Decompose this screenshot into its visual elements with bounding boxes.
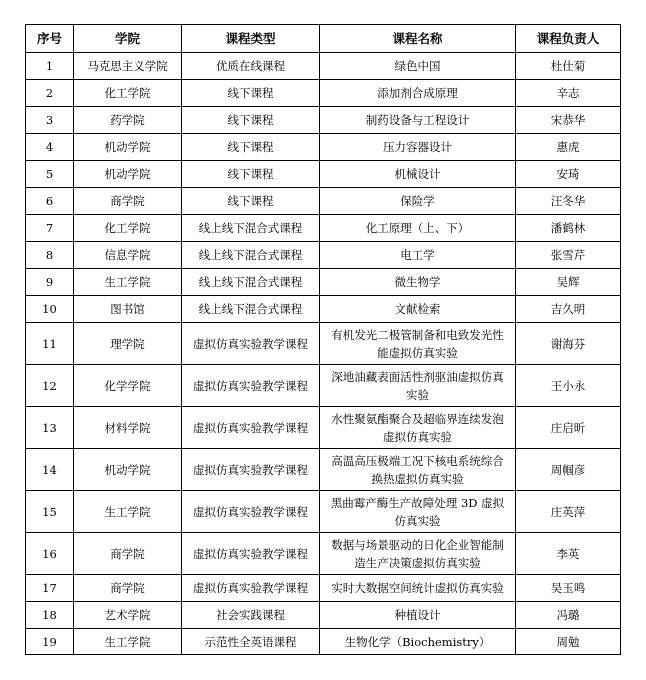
cell-name: 压力容器设计 [320,134,516,161]
table-row [26,407,621,449]
cell-college: 马克思主义学院 [74,53,182,80]
cell-college: 商学院 [74,575,182,602]
cell-no: 14 [26,449,74,491]
cell-college: 生工学院 [74,269,182,296]
cell-no: 12 [26,365,74,407]
cell-name: 绿色中国 [320,53,516,80]
cell-college: 机动学院 [74,449,182,491]
table-row [26,491,621,533]
table-row [26,575,621,602]
cell-type: 线下课程 [182,134,320,161]
cell-type: 线下课程 [182,80,320,107]
table-row [26,215,621,242]
header-no: 序号 [26,25,74,53]
cell-college: 化工学院 [74,80,182,107]
cell-no: 9 [26,269,74,296]
cell-name: 水性聚氨酯聚合及超临界连续发泡虚拟仿真实验 [320,407,516,449]
cell-lead: 谢海芬 [516,323,621,365]
cell-name: 化工原理（上、下） [320,215,516,242]
table-row [26,296,621,323]
cell-college: 机动学院 [74,161,182,188]
cell-lead: 冯璐 [516,602,621,629]
cell-no: 13 [26,407,74,449]
table-row [26,188,621,215]
table-row [26,107,621,134]
table-row [26,629,621,655]
cell-no: 1 [26,53,74,80]
cell-type: 虚拟仿真实验教学课程 [182,365,320,407]
cell-type: 虚拟仿真实验教学课程 [182,407,320,449]
cell-lead: 李英 [516,533,621,575]
cell-type: 线上线下混合式课程 [182,215,320,242]
cell-college: 生工学院 [74,491,182,533]
cell-name: 黑曲霉产酶生产故障处理 3D 虚拟仿真实验 [320,491,516,533]
cell-name: 添加剂合成原理 [320,80,516,107]
header-college: 学院 [74,25,182,53]
table-row [26,80,621,107]
cell-lead: 王小永 [516,365,621,407]
cell-no: 11 [26,323,74,365]
cell-college: 信息学院 [74,242,182,269]
cell-name: 生物化学（Biochemistry） [320,629,516,655]
cell-lead: 潘鹤林 [516,215,621,242]
cell-college: 商学院 [74,533,182,575]
table-row [26,323,621,365]
cell-lead: 周帼彦 [516,449,621,491]
cell-name: 机械设计 [320,161,516,188]
cell-no: 2 [26,80,74,107]
cell-lead: 安琦 [516,161,621,188]
table-body [26,53,621,655]
table-row [26,134,621,161]
cell-college: 化工学院 [74,215,182,242]
cell-name: 种植设计 [320,602,516,629]
cell-lead: 周勉 [516,629,621,655]
table-row [26,53,621,80]
cell-type: 线下课程 [182,161,320,188]
cell-no: 5 [26,161,74,188]
table-row [26,449,621,491]
cell-no: 17 [26,575,74,602]
table-row [26,602,621,629]
cell-name: 制药设备与工程设计 [320,107,516,134]
cell-name: 微生物学 [320,269,516,296]
cell-type: 虚拟仿真实验教学课程 [182,449,320,491]
cell-type: 线下课程 [182,188,320,215]
cell-type: 虚拟仿真实验教学课程 [182,533,320,575]
cell-lead: 庄英萍 [516,491,621,533]
cell-no: 7 [26,215,74,242]
cell-name: 电工学 [320,242,516,269]
cell-no: 3 [26,107,74,134]
header-row [26,25,621,53]
cell-lead: 吴辉 [516,269,621,296]
cell-type: 线下课程 [182,107,320,134]
cell-lead: 辛志 [516,80,621,107]
cell-no: 16 [26,533,74,575]
cell-no: 6 [26,188,74,215]
cell-lead: 惠虎 [516,134,621,161]
cell-lead: 宋恭华 [516,107,621,134]
cell-college: 艺术学院 [74,602,182,629]
cell-lead: 吉久明 [516,296,621,323]
cell-type: 虚拟仿真实验教学课程 [182,323,320,365]
cell-name: 实时大数据空间统计虚拟仿真实验 [320,575,516,602]
cell-name: 有机发光二极管制备和电致发光性能虚拟仿真实验 [320,323,516,365]
cell-name: 高温高压极端工况下核电系统综合换热虚拟仿真实验 [320,449,516,491]
cell-college: 图书馆 [74,296,182,323]
cell-type: 线上线下混合式课程 [182,242,320,269]
table-row [26,269,621,296]
cell-no: 18 [26,602,74,629]
cell-type: 虚拟仿真实验教学课程 [182,491,320,533]
cell-college: 材料学院 [74,407,182,449]
cell-name: 文献检索 [320,296,516,323]
cell-lead: 庄启昕 [516,407,621,449]
course-table [25,24,621,655]
cell-college: 生工学院 [74,629,182,655]
cell-lead: 吴玉鸣 [516,575,621,602]
cell-type: 优质在线课程 [182,53,320,80]
table-row [26,242,621,269]
cell-no: 8 [26,242,74,269]
cell-lead: 杜仕菊 [516,53,621,80]
cell-no: 4 [26,134,74,161]
cell-type: 线上线下混合式课程 [182,296,320,323]
header-name: 课程名称 [320,25,516,53]
cell-name: 深地油藏表面活性剂驱油虚拟仿真实验 [320,365,516,407]
cell-college: 理学院 [74,323,182,365]
cell-no: 15 [26,491,74,533]
cell-lead: 汪冬华 [516,188,621,215]
cell-type: 线上线下混合式课程 [182,269,320,296]
cell-name: 数据与场景驱动的日化企业智能制造生产决策虚拟仿真实验 [320,533,516,575]
cell-college: 化学学院 [74,365,182,407]
cell-name: 保险学 [320,188,516,215]
table-row [26,365,621,407]
cell-type: 社会实践课程 [182,602,320,629]
cell-college: 药学院 [74,107,182,134]
cell-no: 19 [26,629,74,655]
table-row [26,161,621,188]
header-type: 课程类型 [182,25,320,53]
cell-type: 虚拟仿真实验教学课程 [182,575,320,602]
cell-college: 商学院 [74,188,182,215]
cell-lead: 张雪芹 [516,242,621,269]
table-row [26,533,621,575]
cell-college: 机动学院 [74,134,182,161]
cell-no: 10 [26,296,74,323]
header-lead: 课程负责人 [516,25,621,53]
cell-type: 示范性全英语课程 [182,629,320,655]
